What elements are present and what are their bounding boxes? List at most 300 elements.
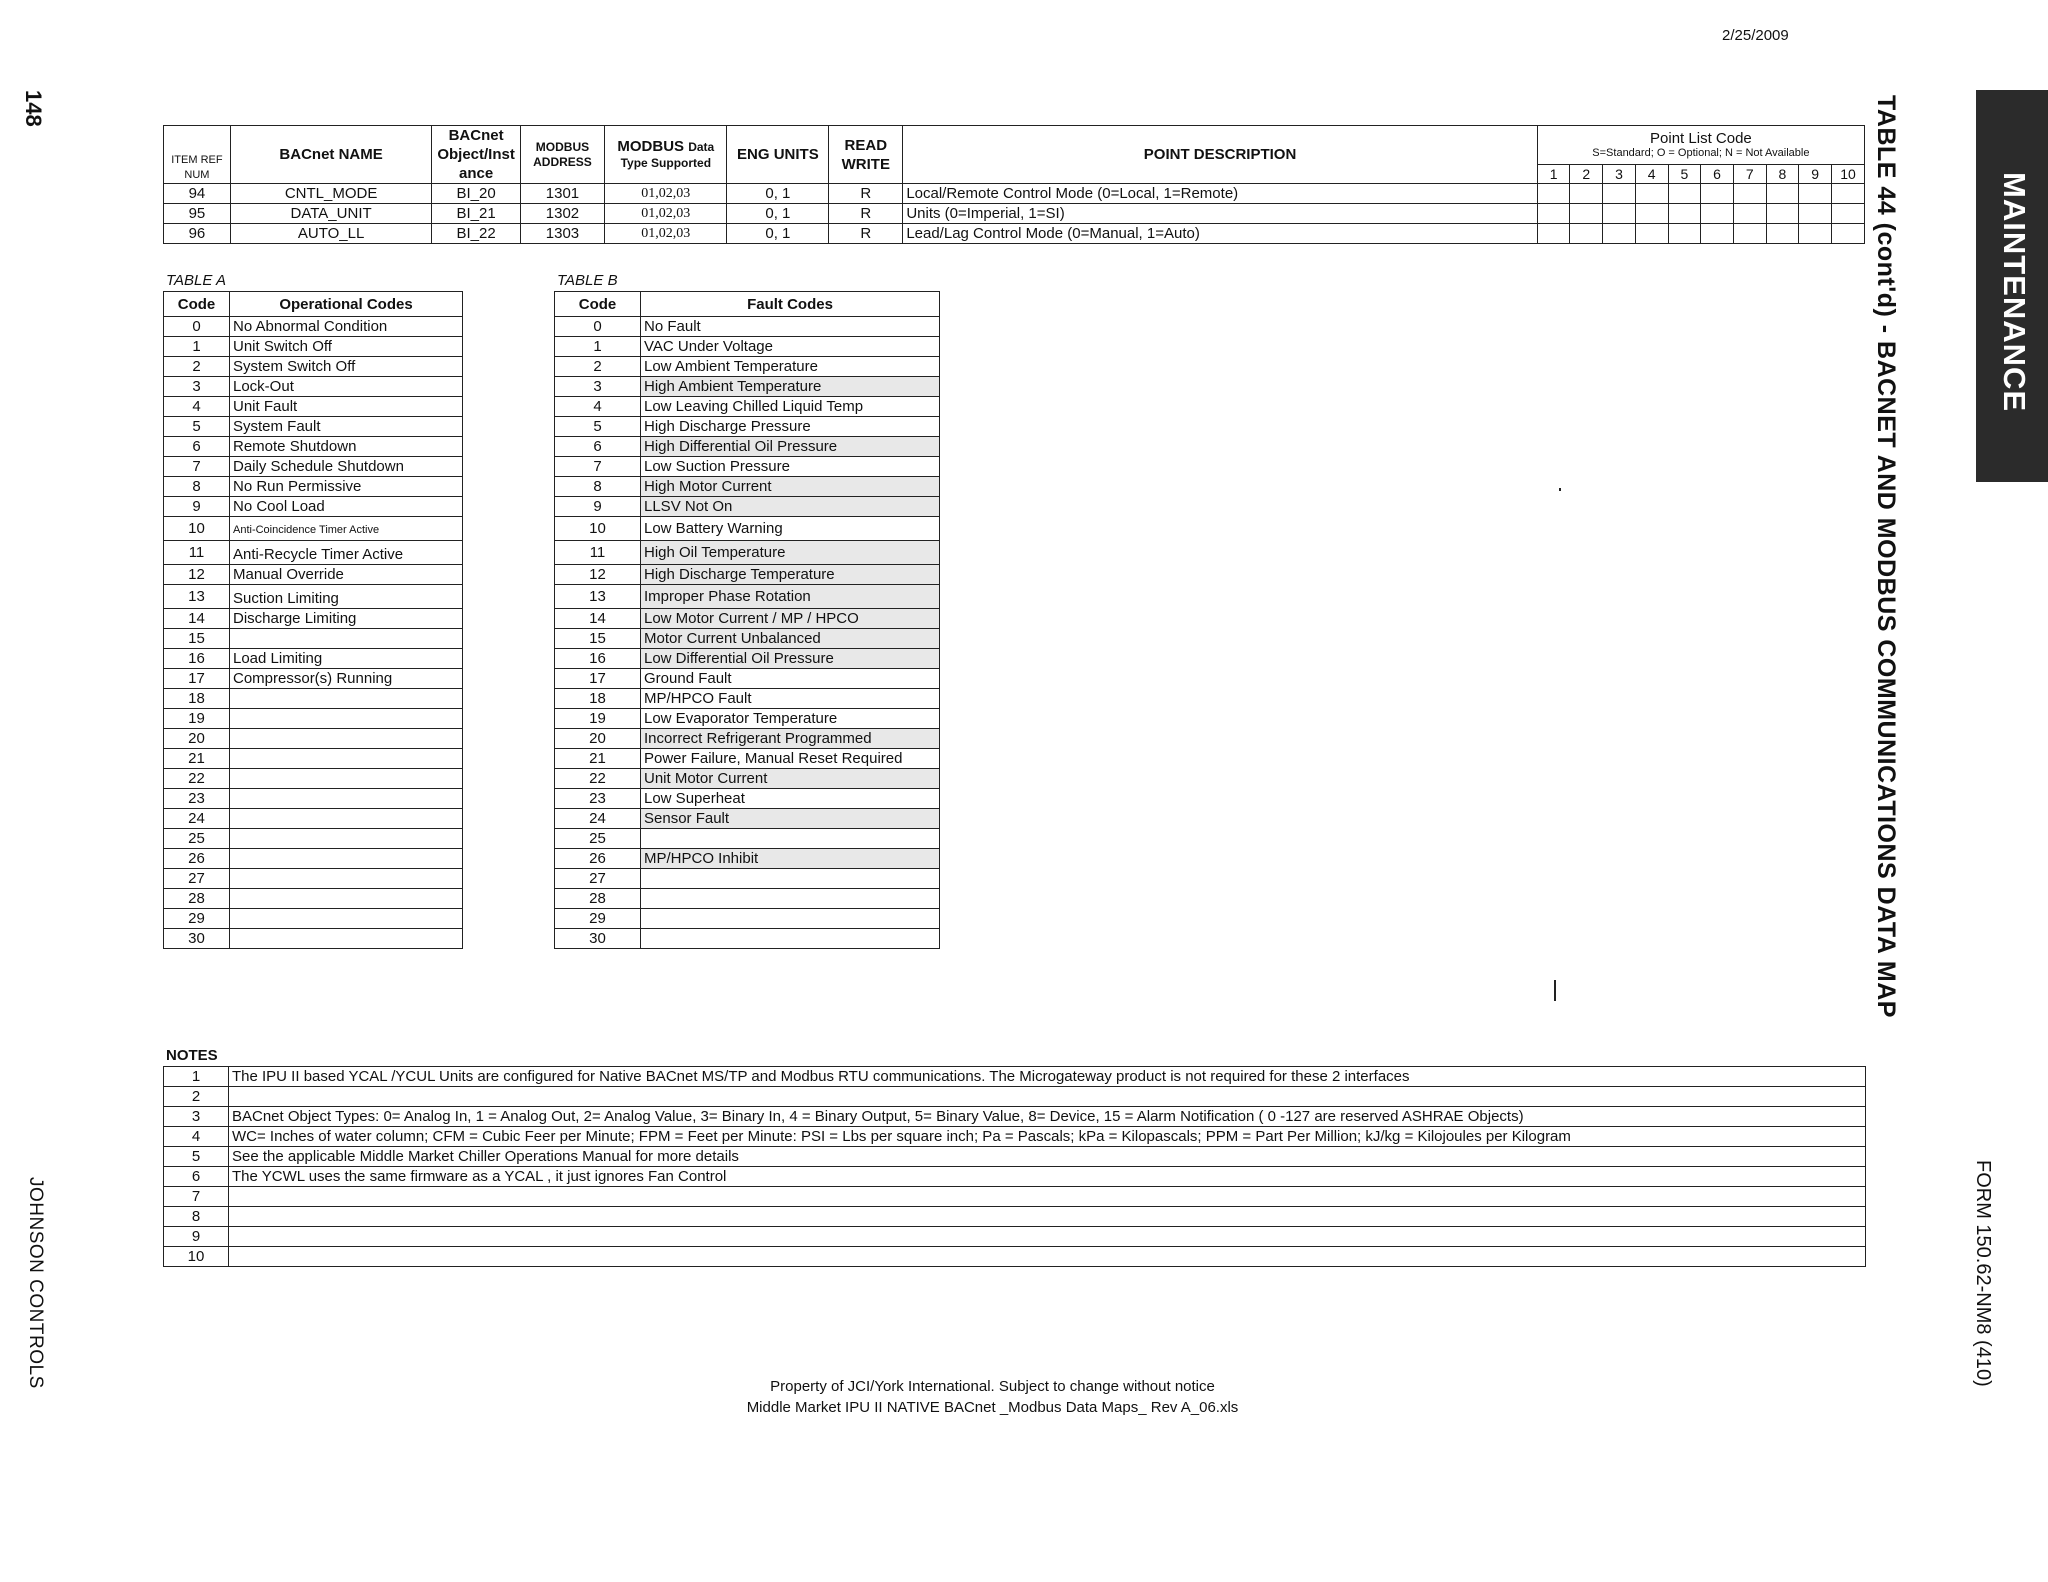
fault-code-row xyxy=(555,749,940,769)
table-b-caption: TABLE B xyxy=(557,272,618,289)
operational-code-row xyxy=(164,849,463,869)
fault-code-row xyxy=(555,889,940,909)
point-list-code-cell xyxy=(1668,204,1701,224)
code-cell: 3 xyxy=(555,377,641,397)
code-description-cell xyxy=(641,909,940,929)
code-description-cell: High Discharge Temperature xyxy=(641,565,940,585)
code-description-cell: Low Evaporator Temperature xyxy=(641,709,940,729)
code-description-cell xyxy=(641,829,940,849)
point-list-code-cell xyxy=(1766,184,1799,204)
eng-units-cell: 0, 1 xyxy=(727,184,829,204)
col-header-bacnet-name: BACnet NAME xyxy=(230,126,432,184)
code-description-cell: Ground Fault xyxy=(641,669,940,689)
note-text-cell xyxy=(229,1087,1866,1107)
code-description-cell: No Fault xyxy=(641,317,940,337)
code-cell: 5 xyxy=(164,417,230,437)
code-cell: 8 xyxy=(555,477,641,497)
operational-code-row xyxy=(164,517,463,541)
operational-code-row xyxy=(164,397,463,417)
read-write-cell: R xyxy=(829,204,903,224)
item-ref-cell: 94 xyxy=(164,184,231,204)
code-cell: 28 xyxy=(555,889,641,909)
point-list-code-cell xyxy=(1635,204,1668,224)
col-header-point-list-code xyxy=(1537,126,1864,165)
point-list-code-number: 5 xyxy=(1668,165,1701,184)
note-text-cell xyxy=(229,1227,1866,1247)
fault-code-row xyxy=(555,585,940,609)
table-a-caption: TABLE A xyxy=(166,272,227,289)
code-cell: 1 xyxy=(164,337,230,357)
note-text-cell: BACnet Object Types: 0= Analog In, 1 = Analog Out, 2= Analog Value, 3= Binary In, 4 = Binary Output, 5= Binary Value, 8= Device, 15 = Alarm Notification ( 0 -127 are reserved ASHRAE Objects) xyxy=(229,1107,1866,1127)
code-cell: 18 xyxy=(164,689,230,709)
code-description-cell: Lock-Out xyxy=(230,377,463,397)
operational-code-row xyxy=(164,629,463,649)
code-cell: 30 xyxy=(555,929,641,949)
note-number-cell: 1 xyxy=(164,1067,229,1087)
code-cell: 5 xyxy=(555,417,641,437)
code-description-cell: Motor Current Unbalanced xyxy=(641,629,940,649)
operational-codes-table xyxy=(163,291,463,949)
code-cell: 28 xyxy=(164,889,230,909)
point-list-code-number: 3 xyxy=(1603,165,1636,184)
fault-code-row xyxy=(555,849,940,869)
code-cell: 15 xyxy=(555,629,641,649)
code-cell: 6 xyxy=(555,437,641,457)
code-description-cell xyxy=(230,869,463,889)
fault-code-row xyxy=(555,357,940,377)
code-cell: 12 xyxy=(555,565,641,585)
note-number-cell: 2 xyxy=(164,1087,229,1107)
fault-code-row xyxy=(555,477,940,497)
point-list-code-number: 6 xyxy=(1701,165,1734,184)
modbus-types-cell: 01,02,03 xyxy=(605,204,727,224)
note-row xyxy=(164,1227,1866,1247)
bacnet-name-cell: CNTL_MODE xyxy=(230,184,432,204)
col-header-read-write: READ WRITE xyxy=(829,126,903,184)
code-cell: 10 xyxy=(164,517,230,541)
read-write-cell: R xyxy=(829,184,903,204)
code-cell: 29 xyxy=(164,909,230,929)
note-row xyxy=(164,1127,1866,1147)
point-list-code-cell xyxy=(1668,184,1701,204)
fault-code-row xyxy=(555,929,940,949)
code-description-cell: No Abnormal Condition xyxy=(230,317,463,337)
modbus-label: MODBUS xyxy=(617,137,685,155)
table-a-header-label: Operational Codes xyxy=(230,292,463,317)
point-list-code-cell xyxy=(1831,184,1864,204)
note-number-cell: 6 xyxy=(164,1167,229,1187)
operational-code-row xyxy=(164,689,463,709)
point-list-code-cell xyxy=(1766,224,1799,244)
code-description-cell: Low Battery Warning xyxy=(641,517,940,541)
fault-code-row xyxy=(555,669,940,689)
eng-units-cell: 0, 1 xyxy=(727,224,829,244)
point-list-code-cell xyxy=(1799,204,1832,224)
code-description-cell: Low Leaving Chilled Liquid Temp xyxy=(641,397,940,417)
code-description-cell: High Discharge Pressure xyxy=(641,417,940,437)
note-row xyxy=(164,1087,1866,1107)
code-cell: 20 xyxy=(164,729,230,749)
operational-code-row xyxy=(164,869,463,889)
code-description-cell: VAC Under Voltage xyxy=(641,337,940,357)
code-cell: 30 xyxy=(164,929,230,949)
code-description-cell: High Ambient Temperature xyxy=(641,377,940,397)
code-cell: 11 xyxy=(555,541,641,565)
data-map-row xyxy=(164,224,1865,244)
code-description-cell xyxy=(230,909,463,929)
fault-code-row xyxy=(555,729,940,749)
modbus-types-cell: 01,02,03 xyxy=(605,224,727,244)
code-cell: 18 xyxy=(555,689,641,709)
fault-code-row xyxy=(555,769,940,789)
fault-code-row xyxy=(555,317,940,337)
note-text-cell: The YCWL uses the same firmware as a YCAL , it just ignores Fan Control xyxy=(229,1167,1866,1187)
operational-code-row xyxy=(164,649,463,669)
point-list-code-number: 8 xyxy=(1766,165,1799,184)
fault-code-row xyxy=(555,377,940,397)
code-cell: 0 xyxy=(164,317,230,337)
fault-code-row xyxy=(555,649,940,669)
table-b-header-code: Code xyxy=(555,292,641,317)
code-description-cell: Unit Switch Off xyxy=(230,337,463,357)
notes-title: NOTES xyxy=(166,1047,218,1064)
code-cell: 9 xyxy=(164,497,230,517)
code-description-cell xyxy=(230,749,463,769)
operational-code-row xyxy=(164,709,463,729)
code-cell: 11 xyxy=(164,541,230,565)
note-row xyxy=(164,1147,1866,1167)
operational-code-row xyxy=(164,929,463,949)
note-text-cell: See the applicable Middle Market Chiller Operations Manual for more details xyxy=(229,1147,1866,1167)
code-description-cell: Low Superheat xyxy=(641,789,940,809)
fault-code-row xyxy=(555,397,940,417)
code-description-cell xyxy=(230,629,463,649)
footer-property-note: Property of JCI/York International. Subject to change without notice xyxy=(770,1378,1215,1395)
point-list-code-cell xyxy=(1733,224,1766,244)
point-list-code-cell xyxy=(1635,224,1668,244)
code-description-cell: Incorrect Refrigerant Programmed xyxy=(641,729,940,749)
operational-code-row xyxy=(164,669,463,689)
operational-code-row xyxy=(164,437,463,457)
operational-code-row xyxy=(164,789,463,809)
col-header-item-ref: ITEM REF NUM xyxy=(164,126,231,184)
note-row xyxy=(164,1187,1866,1207)
code-description-cell: Low Motor Current / MP / HPCO xyxy=(641,609,940,629)
point-list-code-cell xyxy=(1668,224,1701,244)
bacnet-object-cell: BI_20 xyxy=(432,184,520,204)
point-list-legend: S=Standard; O = Optional; N = Not Available xyxy=(1592,146,1810,159)
document-date: 2/25/2009 xyxy=(1722,27,1789,44)
code-description-cell: High Motor Current xyxy=(641,477,940,497)
operational-code-row xyxy=(164,729,463,749)
operational-code-row xyxy=(164,477,463,497)
point-description-cell: Local/Remote Control Mode (0=Local, 1=Remote) xyxy=(903,184,1537,204)
fault-code-row xyxy=(555,609,940,629)
fault-code-row xyxy=(555,689,940,709)
code-description-cell: System Fault xyxy=(230,417,463,437)
code-cell: 26 xyxy=(555,849,641,869)
col-header-eng-units: ENG UNITS xyxy=(727,126,829,184)
point-list-code-cell xyxy=(1570,184,1603,204)
code-cell: 3 xyxy=(164,377,230,397)
operational-code-row xyxy=(164,909,463,929)
point-list-code-cell xyxy=(1701,204,1734,224)
point-list-code-cell xyxy=(1733,184,1766,204)
code-cell: 12 xyxy=(164,565,230,585)
point-list-code-cell xyxy=(1537,224,1570,244)
code-description-cell xyxy=(641,929,940,949)
code-description-cell: Unit Fault xyxy=(230,397,463,417)
note-number-cell: 9 xyxy=(164,1227,229,1247)
code-description-cell: MP/HPCO Inhibit xyxy=(641,849,940,869)
note-row xyxy=(164,1067,1866,1087)
note-number-cell: 5 xyxy=(164,1147,229,1167)
fault-code-row xyxy=(555,565,940,585)
code-cell: 25 xyxy=(164,829,230,849)
code-cell: 7 xyxy=(555,457,641,477)
point-list-code-cell xyxy=(1831,204,1864,224)
point-list-code-cell xyxy=(1799,184,1832,204)
operational-code-row xyxy=(164,337,463,357)
operational-code-row xyxy=(164,417,463,437)
modbus-types-cell: 01,02,03 xyxy=(605,184,727,204)
code-description-cell xyxy=(230,709,463,729)
fault-code-row xyxy=(555,809,940,829)
operational-code-row xyxy=(164,809,463,829)
note-row xyxy=(164,1167,1866,1187)
fault-code-row xyxy=(555,829,940,849)
operational-code-row xyxy=(164,541,463,565)
code-cell: 25 xyxy=(555,829,641,849)
code-description-cell: Low Differential Oil Pressure xyxy=(641,649,940,669)
note-text-cell: WC= Inches of water column; CFM = Cubic Feer per Minute; FPM = Feet per Minute: PSI = Lbs per square inch; Pa = Pascals; kPa = Kilopascals; PPM = Part Per Million; kJ/kg = Kilojoules per Kilogram xyxy=(229,1127,1866,1147)
note-row xyxy=(164,1107,1866,1127)
code-description-cell: Anti-Recycle Timer Active xyxy=(230,541,463,565)
fault-code-row xyxy=(555,457,940,477)
point-list-code-number: 1 xyxy=(1537,165,1570,184)
code-cell: 15 xyxy=(164,629,230,649)
point-list-code-number: 4 xyxy=(1635,165,1668,184)
point-list-code-cell xyxy=(1537,184,1570,204)
code-cell: 2 xyxy=(164,357,230,377)
code-description-cell: Sensor Fault xyxy=(641,809,940,829)
fault-code-row xyxy=(555,337,940,357)
operational-code-row xyxy=(164,769,463,789)
page-number: 148 xyxy=(21,90,46,127)
code-cell: 9 xyxy=(555,497,641,517)
code-cell: 19 xyxy=(555,709,641,729)
code-description-cell xyxy=(230,729,463,749)
code-description-cell xyxy=(230,809,463,829)
point-list-code-cell xyxy=(1603,204,1636,224)
code-description-cell xyxy=(641,889,940,909)
code-description-cell: No Cool Load xyxy=(230,497,463,517)
code-cell: 29 xyxy=(555,909,641,929)
fault-code-row xyxy=(555,517,940,541)
code-description-cell: Power Failure, Manual Reset Required xyxy=(641,749,940,769)
code-description-cell: Suction Limiting xyxy=(230,585,463,609)
code-description-cell xyxy=(230,929,463,949)
table-title: TABLE 44 (cont'd) - BACNET AND MODBUS COMMUNICATIONS DATA MAP xyxy=(1872,95,1900,1018)
point-list-code-cell xyxy=(1537,204,1570,224)
col-header-bacnet-object: BACnet Object/Inst ance xyxy=(432,126,520,184)
operational-code-row xyxy=(164,457,463,477)
code-description-cell: MP/HPCO Fault xyxy=(641,689,940,709)
point-list-code-number: 10 xyxy=(1831,165,1864,184)
operational-code-row xyxy=(164,565,463,585)
stray-mark xyxy=(1559,488,1561,491)
data-map-row xyxy=(164,184,1865,204)
code-cell: 22 xyxy=(555,769,641,789)
fault-code-row xyxy=(555,909,940,929)
company-name: JOHNSON CONTROLS xyxy=(25,1177,46,1389)
operational-code-row xyxy=(164,317,463,337)
note-text-cell xyxy=(229,1207,1866,1227)
code-description-cell: Load Limiting xyxy=(230,649,463,669)
code-description-cell: Compressor(s) Running xyxy=(230,669,463,689)
note-number-cell: 10 xyxy=(164,1247,229,1267)
code-cell: 13 xyxy=(555,585,641,609)
note-number-cell: 7 xyxy=(164,1187,229,1207)
code-description-cell: Unit Motor Current xyxy=(641,769,940,789)
form-number: FORM 150.62-NM8 (410) xyxy=(1972,1160,1994,1387)
point-list-code-number: 2 xyxy=(1570,165,1603,184)
fault-code-row xyxy=(555,709,940,729)
code-cell: 1 xyxy=(555,337,641,357)
code-description-cell: LLSV Not On xyxy=(641,497,940,517)
code-cell: 7 xyxy=(164,457,230,477)
code-cell: 22 xyxy=(164,769,230,789)
code-description-cell: Improper Phase Rotation xyxy=(641,585,940,609)
point-description-cell: Units (0=Imperial, 1=SI) xyxy=(903,204,1537,224)
bacnet-name-cell: DATA_UNIT xyxy=(230,204,432,224)
note-number-cell: 8 xyxy=(164,1207,229,1227)
note-number-cell: 4 xyxy=(164,1127,229,1147)
code-cell: 4 xyxy=(164,397,230,417)
data-label: Data xyxy=(688,139,715,154)
code-cell: 23 xyxy=(164,789,230,809)
point-list-code-cell xyxy=(1733,204,1766,224)
code-description-cell xyxy=(641,869,940,889)
code-cell: 8 xyxy=(164,477,230,497)
modbus-address-cell: 1302 xyxy=(520,204,604,224)
note-number-cell: 3 xyxy=(164,1107,229,1127)
notes-table xyxy=(163,1066,1866,1267)
operational-code-row xyxy=(164,749,463,769)
bacnet-object-cell: BI_22 xyxy=(432,224,520,244)
code-cell: 23 xyxy=(555,789,641,809)
code-description-cell xyxy=(230,689,463,709)
code-description-cell: Daily Schedule Shutdown xyxy=(230,457,463,477)
code-cell: 24 xyxy=(555,809,641,829)
point-list-code-cell xyxy=(1701,224,1734,244)
point-list-code-cell xyxy=(1799,224,1832,244)
code-description-cell: High Differential Oil Pressure xyxy=(641,437,940,457)
code-cell: 14 xyxy=(164,609,230,629)
code-cell: 17 xyxy=(555,669,641,689)
fault-code-row xyxy=(555,541,940,565)
modbus-address-cell: 1303 xyxy=(520,224,604,244)
code-cell: 16 xyxy=(555,649,641,669)
code-description-cell xyxy=(230,789,463,809)
point-list-code-number: 7 xyxy=(1733,165,1766,184)
operational-code-row xyxy=(164,497,463,517)
point-list-code-cell xyxy=(1570,204,1603,224)
bacnet-name-cell: AUTO_LL xyxy=(230,224,432,244)
read-write-cell: R xyxy=(829,224,903,244)
fault-codes-table xyxy=(554,291,940,949)
code-description-cell xyxy=(230,849,463,869)
point-list-code-cell xyxy=(1701,184,1734,204)
code-cell: 14 xyxy=(555,609,641,629)
point-list-code-cell xyxy=(1570,224,1603,244)
operational-code-row xyxy=(164,829,463,849)
code-cell: 24 xyxy=(164,809,230,829)
code-description-cell xyxy=(230,889,463,909)
modbus-address-cell: 1301 xyxy=(520,184,604,204)
code-cell: 4 xyxy=(555,397,641,417)
data-map-table xyxy=(163,125,1865,244)
note-row xyxy=(164,1207,1866,1227)
code-description-cell: Anti-Coincidence Timer Active xyxy=(230,517,463,541)
col-header-point-description: POINT DESCRIPTION xyxy=(903,126,1537,184)
code-description-cell: Discharge Limiting xyxy=(230,609,463,629)
code-cell: 27 xyxy=(164,869,230,889)
operational-code-row xyxy=(164,585,463,609)
operational-code-row xyxy=(164,889,463,909)
code-cell: 16 xyxy=(164,649,230,669)
point-list-code-cell xyxy=(1635,184,1668,204)
code-cell: 20 xyxy=(555,729,641,749)
operational-code-row xyxy=(164,357,463,377)
code-description-cell: Manual Override xyxy=(230,565,463,585)
fault-code-row xyxy=(555,629,940,649)
point-list-code-number: 9 xyxy=(1799,165,1832,184)
code-description-cell: High Oil Temperature xyxy=(641,541,940,565)
operational-code-row xyxy=(164,377,463,397)
code-cell: 27 xyxy=(555,869,641,889)
section-banner-label: MAINTENANCE xyxy=(1997,172,2032,413)
code-description-cell: System Switch Off xyxy=(230,357,463,377)
code-cell: 21 xyxy=(555,749,641,769)
code-description-cell xyxy=(230,769,463,789)
point-description-cell: Lead/Lag Control Mode (0=Manual, 1=Auto) xyxy=(903,224,1537,244)
footer-file-name: Middle Market IPU II NATIVE BACnet _Modbus Data Maps_ Rev A_06.xls xyxy=(746,1399,1239,1416)
code-cell: 6 xyxy=(164,437,230,457)
point-list-code-cell xyxy=(1831,224,1864,244)
col-header-modbus-data-type xyxy=(605,126,727,184)
code-cell: 17 xyxy=(164,669,230,689)
point-list-code-label: Point List Code xyxy=(1650,129,1752,147)
code-cell: 21 xyxy=(164,749,230,769)
table-a-header-code: Code xyxy=(164,292,230,317)
code-description-cell: Low Ambient Temperature xyxy=(641,357,940,377)
item-ref-cell: 95 xyxy=(164,204,231,224)
note-row xyxy=(164,1247,1866,1267)
table-b-header-label: Fault Codes xyxy=(641,292,940,317)
code-description-cell: No Run Permissive xyxy=(230,477,463,497)
code-cell: 10 xyxy=(555,517,641,541)
bacnet-object-cell: BI_21 xyxy=(432,204,520,224)
code-description-cell: Remote Shutdown xyxy=(230,437,463,457)
code-description-cell xyxy=(230,829,463,849)
type-supported-label: Type Supported xyxy=(620,155,712,170)
code-cell: 19 xyxy=(164,709,230,729)
fault-code-row xyxy=(555,869,940,889)
fault-code-row xyxy=(555,437,940,457)
code-cell: 2 xyxy=(555,357,641,377)
code-cell: 0 xyxy=(555,317,641,337)
